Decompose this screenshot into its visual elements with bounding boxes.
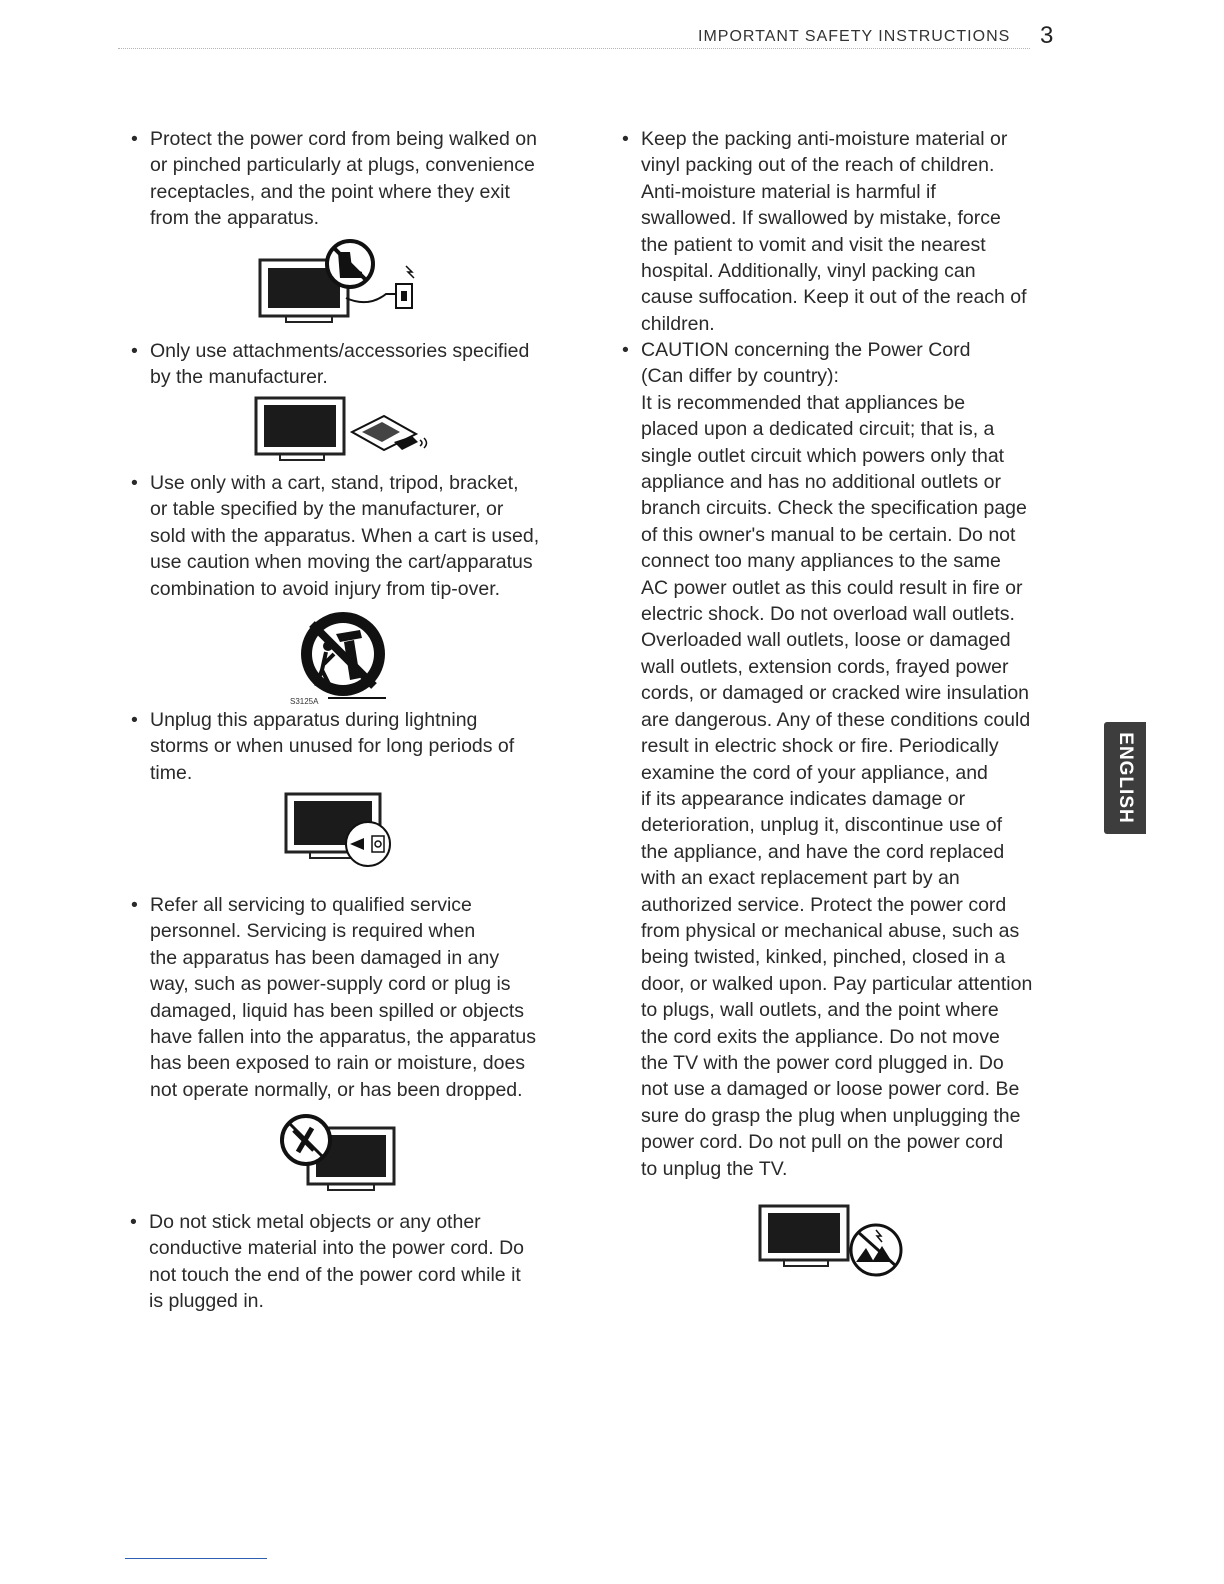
bullet-dot: • [130,1211,137,1233]
bullet-servicing [131,892,590,1103]
bullet-text: Use only with a cart, stand, tripod, bracket, or table specified by the manufacturer, or sold with the apparatus. When a cart is used, use caution when moving the cart/apparatus combination to avoid injury from tip-over. [150,472,540,600]
tv-overloaded-outlet-icon [758,1204,918,1278]
bullet-dot: • [131,472,138,494]
bullet-text: CAUTION concerning the Power Cord (Can differ by country): It is recommended that appliances be placed upon a dedicated circuit; that is, a single outlet circuit which powers only that appliance and has no additional outlets or branch circuits. Check the specification page of this owner's manual to be certain. Do not connect too many appliances to the same AC power outlet as this could result in fire or electric shock. Do not overload wall outlets. Overloaded wall outlets, loose or damaged wall outlets, extension cords, frayed power cords, or damaged or cracked wire insulation are dangerous. Any of these conditions could result in electric shock or fire. Periodically examine the cord of your appliance, and if its appearance indicates damage or deterioration, unplug it, discontinue use of the appliance, and have the cord replaced with an exact replacement part by an authorized service. Protect the power cord from physical or mechanical abuse, such as being twisted, kinked, pinched, closed in a door, or walked upon. Pay particular attention to plugs, wall outlets, and the point where the cord exits the appliance. Do not move the TV with the power cord plugged in. Do not use a damaged or loose power cord. Be sure do grasp the plug when unplugging the power cord. Do not pull on the power cord to unplug the TV. [641,339,1033,1180]
footer-line [125,1558,267,1559]
bullet-cart-stand [131,470,590,602]
bullet-dot: • [131,709,138,731]
cart-figure-code: S3125A [290,697,319,706]
no-cart-tip-over-icon [288,606,398,706]
tv-no-step-on-cord-icon [258,238,428,328]
bullet-protect-power-cord [131,126,590,232]
bullet-text: Only use attachments/accessories specified by the manufacturer. [150,340,530,389]
tv-accessories-icon [254,396,434,466]
language-tab-label: ENGLISH [1115,732,1136,824]
tv-unplug-icon [284,792,404,872]
bullet-metal-objects [130,1209,589,1315]
bullet-attachments [131,338,590,391]
bullet-dot: • [131,128,138,150]
bullet-text: Protect the power cord from being walked on or pinched particularly at plugs, convenience receptacles, and the point where they exit from the apparatus. [150,128,537,230]
bullet-unplug-lightning [131,707,590,786]
bullet-text: Unplug this apparatus during lightning storms or when unused for long periods of time. [150,709,515,784]
bullet-dot: • [622,128,629,150]
bullet-dot: • [131,894,138,916]
bullet-text: Refer all servicing to qualified service personnel. Servicing is required when the apparatus has been damaged in any way, such as power-supply cord or plug is damaged, liquid has been spilled or objects have fallen into the apparatus, the apparatus has been exposed to rain or moisture, does not operate normally, or has been dropped. [150,894,536,1101]
page-number: 3 [1040,22,1054,49]
bullet-dot: • [622,339,629,361]
bullet-packing-material [622,126,1071,337]
bullet-text: Keep the packing anti-moisture material or vinyl packing out of the reach of children. Anti-moisture material is harmful if swallowed. If swallowed by mistake, force the patient to vomit and visit the nearest hospital. Additionally, vinyl packing can cause suffocation. Keep it out of the reach of children. [641,128,1027,335]
header-title: IMPORTANT SAFETY INSTRUCTIONS [698,28,1011,45]
bullet-power-cord-caution [622,337,1071,1182]
header-rule [118,48,1030,49]
bullet-text: Do not stick metal objects or any other conductive material into the power cord. Do not touch the end of the power cord while it is plugged in. [149,1211,525,1313]
language-tab [1104,722,1146,834]
bullet-dot: • [131,340,138,362]
no-self-service-icon [278,1110,403,1196]
